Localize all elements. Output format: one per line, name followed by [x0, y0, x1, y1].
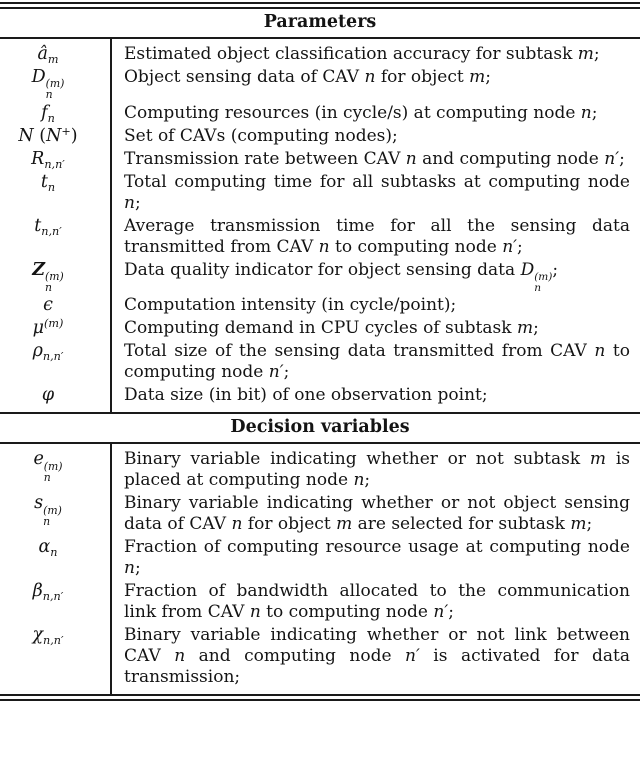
sub-sup-stack: (m) n [43, 503, 62, 528]
text-segment: Computing resources (in cycle/s) at computing node [124, 102, 581, 123]
table-row [0, 492, 640, 536]
text-segment: ; [619, 148, 625, 169]
text-segment: ; [448, 602, 454, 623]
text-segment: ; [485, 67, 491, 87]
symbol-cell [0, 260, 110, 294]
math-segment: $f_n$ [41, 102, 55, 125]
symbol-cell [0, 537, 110, 558]
text-segment: Binary variable indicating whether or not link between CAV [124, 625, 630, 667]
table-row [0, 580, 640, 624]
math-segment: $â_m$ [37, 44, 59, 66]
sub-sup-stack: (m) n [43, 459, 63, 484]
table-row [0, 294, 640, 317]
text-segment: Data size (in bit) of one observation point; [124, 385, 488, 406]
text-segment: Binary variable indicating whether or not subtask [124, 449, 590, 470]
table-row [0, 259, 640, 295]
text-segment: is activated for data transmission; [124, 646, 630, 688]
text-segment: ; [593, 44, 600, 64]
math-segment: s (m) n [34, 493, 62, 528]
table-row [0, 340, 640, 384]
text-segment: ; [533, 318, 539, 339]
math-segment: $\alpha_n$ [38, 537, 58, 560]
symbol-cell [0, 493, 110, 527]
math-segment: N+ [46, 124, 71, 146]
sub-sup-stack: (m) n [45, 77, 65, 102]
math-segment: m [516, 318, 534, 339]
symbol-cell [0, 103, 110, 124]
text-segment: ; [134, 192, 141, 213]
table-row [0, 624, 640, 689]
description-cell [110, 449, 640, 491]
symbol-cell [0, 172, 110, 193]
text-segment: ; [283, 362, 290, 383]
math-segment: n′ [433, 602, 449, 623]
math-segment: n [353, 470, 365, 491]
symbol-cell [0, 449, 110, 483]
symbol-cell [0, 149, 110, 170]
math-segment: n [580, 102, 592, 123]
text-segment: for object [242, 514, 337, 535]
math-segment: n [364, 67, 376, 87]
table-row [0, 448, 640, 492]
math-segment: n [124, 558, 135, 579]
math-segment: n′ [268, 362, 284, 383]
math-segment: φ [41, 385, 55, 406]
math-segment: n [405, 148, 417, 169]
symbol-cell [0, 385, 110, 406]
description-cell [110, 260, 640, 294]
math-segment: n [231, 514, 243, 535]
section-body [0, 444, 640, 694]
math-segment: n [249, 602, 261, 623]
text-segment: ) [70, 125, 78, 146]
description-cell [110, 44, 640, 65]
math-segment: n [318, 236, 330, 257]
math-segment: N [18, 125, 34, 146]
math-segment: ϵ [43, 295, 53, 316]
text-segment: ; [591, 102, 598, 123]
math-segment: m [469, 67, 486, 87]
text-segment: Fraction of computing resource usage at computing node [124, 537, 630, 558]
table-row [0, 536, 640, 580]
text-segment: Binary variable indicating whether or not object sensing data of CAV [124, 493, 630, 535]
text-segment: to computing node [260, 602, 434, 623]
math-segment: n [124, 192, 135, 213]
text-segment: Computation intensity (in cycle/point); [124, 295, 457, 316]
text-segment: ; [517, 236, 523, 257]
text-segment: Object sensing data of CAV [124, 67, 365, 87]
math-segment: m [577, 44, 594, 64]
math-segment: n [174, 646, 186, 667]
text-segment: to computing node [124, 341, 630, 383]
description-cell [110, 318, 640, 339]
text-segment: ; [552, 259, 559, 280]
math-segment: $t_{n,n'}$ [34, 215, 62, 238]
table-row [0, 102, 640, 125]
text-segment: are selected for subtask [352, 514, 571, 535]
text-segment: Transmission rate between CAV [124, 148, 406, 169]
math-segment: n [594, 341, 606, 362]
math-segment: n′ [604, 148, 620, 169]
text-segment: Total computing time for all subtasks at computing node [124, 171, 630, 192]
text-segment: Average transmission time for all the sensing data transmitted from CAV [124, 215, 630, 257]
text-segment: and computing node [416, 148, 605, 169]
text-segment: ; [586, 514, 593, 535]
text-segment: ( [33, 125, 47, 146]
section-header: Parameters [263, 12, 377, 32]
description-cell [110, 103, 640, 124]
symbol-cell [0, 581, 110, 602]
symbol-cell [0, 318, 110, 339]
description-cell [110, 216, 640, 258]
description-cell [110, 295, 640, 316]
description-cell [110, 341, 640, 383]
sub-sup-stack: (m) n [45, 269, 64, 294]
math-segment: m [589, 449, 607, 470]
text-segment: to computing node [329, 236, 503, 257]
text-segment: ; [134, 558, 141, 579]
description-cell [110, 581, 640, 623]
text-segment: Computing demand in CPU cycles of subtask [124, 318, 517, 339]
text-segment: Data quality indicator for object sensing data [124, 259, 521, 280]
table-row [0, 317, 640, 340]
description-cell [110, 385, 640, 406]
math-segment: m [336, 514, 353, 535]
symbol-cell [0, 67, 110, 101]
text-segment: Total size of the sensing data transmitted from CAV [124, 341, 595, 362]
description-cell [110, 493, 640, 535]
math-segment: n′ [405, 646, 420, 667]
math-segment: Z (m) n [32, 259, 64, 294]
text-segment: Fraction of bandwidth allocated to the communication link from CAV [124, 581, 630, 623]
text-segment: ; [364, 470, 371, 491]
description-cell [110, 172, 640, 214]
math-segment: n′ [502, 236, 518, 257]
table-row [0, 125, 640, 148]
description-cell [110, 537, 640, 579]
math-segment: D (m) n [520, 259, 553, 294]
table-row [0, 171, 640, 215]
math-segment: $\chi_{n,n'}$ [32, 625, 64, 648]
table-row [0, 66, 640, 102]
text-segment: Estimated object classification accuracy for subtask [124, 44, 578, 64]
text-segment: for object [375, 67, 470, 87]
symbol-cell [0, 44, 110, 65]
math-segment: $R_{n,n'}$ [31, 148, 65, 171]
description-cell [110, 149, 640, 170]
table-row [0, 43, 640, 66]
symbol-cell [0, 216, 110, 237]
double-rule-line [0, 699, 640, 701]
math-segment: m [570, 514, 587, 535]
table-row [0, 148, 640, 171]
text-segment: and computing node [185, 646, 405, 667]
math-segment: e (m) n [33, 449, 63, 484]
symbol-cell [0, 625, 110, 646]
description-cell [110, 126, 640, 147]
table-row [0, 384, 640, 407]
math-segment: $\beta_{n,n'}$ [32, 581, 64, 604]
math-segment: D (m) n [31, 67, 65, 102]
text-segment: is placed at computing node [124, 449, 630, 491]
symbol-cell [0, 341, 110, 362]
section-header: Decision variables [230, 417, 410, 438]
table-row [0, 215, 640, 259]
math-segment: $\rho_{n,n'}$ [32, 341, 64, 364]
description-cell [110, 625, 640, 688]
sub-sup-stack: (m) n [534, 270, 553, 294]
text-segment: Set of CAVs (computing nodes); [124, 125, 398, 146]
section-body [0, 39, 640, 412]
math-segment: $t_n$ [40, 171, 56, 194]
description-cell [110, 67, 640, 88]
math-segment: $\mu^{(m)}$ [32, 317, 64, 339]
symbol-cell [0, 295, 110, 316]
symbol-cell [0, 126, 110, 147]
